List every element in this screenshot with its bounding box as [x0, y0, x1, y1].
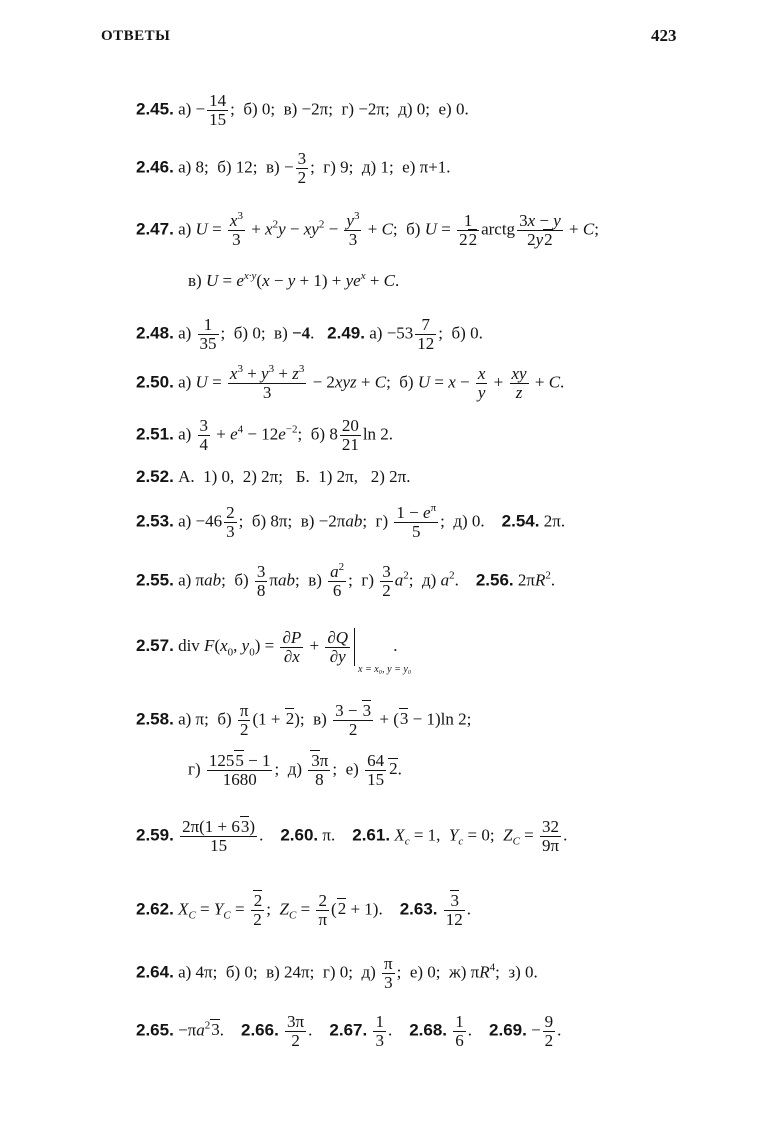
- answer-2-65: 2.65. $-\pi a^23$. 2.66. $\frac{3\pi}{2}$ . 2.67. $\frac{1}{3}$ . 2.68. $\frac{1}{6}$ . 2.69. − $\frac{9}{2}$ .: [136, 1012, 562, 1050]
- answer-2-55: 2.55. а) πab; б) $\frac{3}{8}$ πab; в) $\frac{a^2}{6}$ ; г) $\frac{3}{2}$ $a^2$; д) $a^2$. 2.56. $2\pi R^2$.: [136, 561, 556, 600]
- answer-2-46: 2.46. а) 8; б) 12; в) − $\frac{3}{2}$ ; г) 9; д) 1; е) π+1.: [136, 149, 451, 187]
- running-head: ОТВЕТЫ: [101, 28, 171, 44]
- answer-2-57: 2.57. div $F(x_0$, $y_0$) = $\frac{\partial P}{\partial x}$ + $\frac{\partial Q}{\partial y}$ x = x₀, y = y₀ .: [136, 627, 412, 675]
- page-number: 423: [651, 26, 677, 45]
- answer-2-59: 2.59. $\frac{2\pi(1 + 63)}{15}$ . 2.60. π. 2.61. $X_c = 1$, $Y_c = 0$; $Z_C$ = $\frac{32}{9\pi}$ .: [136, 817, 568, 855]
- answer-2-45: 2.45. а) − $\frac{14}{15}$ ; б) 0; в) −2π; г) −2π; д) 0; е) 0.: [136, 91, 469, 129]
- answer-2-51: 2.51. а) $\frac{3}{4}$ + $e^4 - 12e^{-2}$; б) 8 $\frac{20}{21}$ ln 2.: [136, 416, 394, 454]
- answer-2-48: 2.48. а) $\frac{1}{35}$ ; б) 0; в) −4. 2.49. а) −53 $\frac{7}{12}$ ; б) 0.: [136, 315, 483, 353]
- answer-2-58: 2.58. а) π; б) $\frac{\pi}{2}$ (1 + 2); в) $\frac{3 - 3}{2}$ + (3 − 1)ln 2;: [136, 701, 472, 739]
- answer-2-47-cont: в) $U = e^{x\cdot y}(x - y + 1) + ye^x + C$.: [188, 270, 400, 290]
- answer-2-47: 2.47. а) U = $\frac{x^3}{3}$ + $x^2y - xy^2$ − $\frac{y^3}{3}$ + C; б) U = $\frac{1}{22}$ arctg $\frac{3x - y}{2y2}$ + C;: [136, 210, 599, 249]
- answer-2-50: 2.50. а) U = $\frac{x^3 + y^3 + z^3}{3}$ − 2xyz + C; б) U = x − $\frac{x}{y}$ + $\frac{xy}{z}$ + C.: [136, 363, 565, 402]
- answer-2-58-cont: г) $\frac{1255 - 1}{1680}$ ; д) $\frac{3\pi}{8}$ ; е) $\frac{64}{15}$ 2.: [188, 751, 402, 789]
- answer-2-52: 2.52. А. 1) 0, 2) 2π; Б. 1) 2π, 2) 2π.: [136, 467, 411, 486]
- answer-2-64: 2.64. а) 4π; б) 0; в) 24π; г) 0; д) $\frac{\pi}{3}$ ; е) 0; ж) $\pi R^4$; з) 0.: [136, 954, 538, 992]
- answer-2-53: 2.53. а) −46 $\frac{2}{3}$ ; б) 8π; в) −2πab; г) $\frac{1 - e^\pi}{5}$ ; д) 0. 2.54. 2π.: [136, 502, 566, 541]
- answer-2-62: 2.62. $X_C = Y_C$ = $\frac{2}{2}$ ; $Z_C$ = $\frac{2}{\pi}$ (2 + 1). 2.63. $\frac{3}{12}$ .: [136, 891, 472, 929]
